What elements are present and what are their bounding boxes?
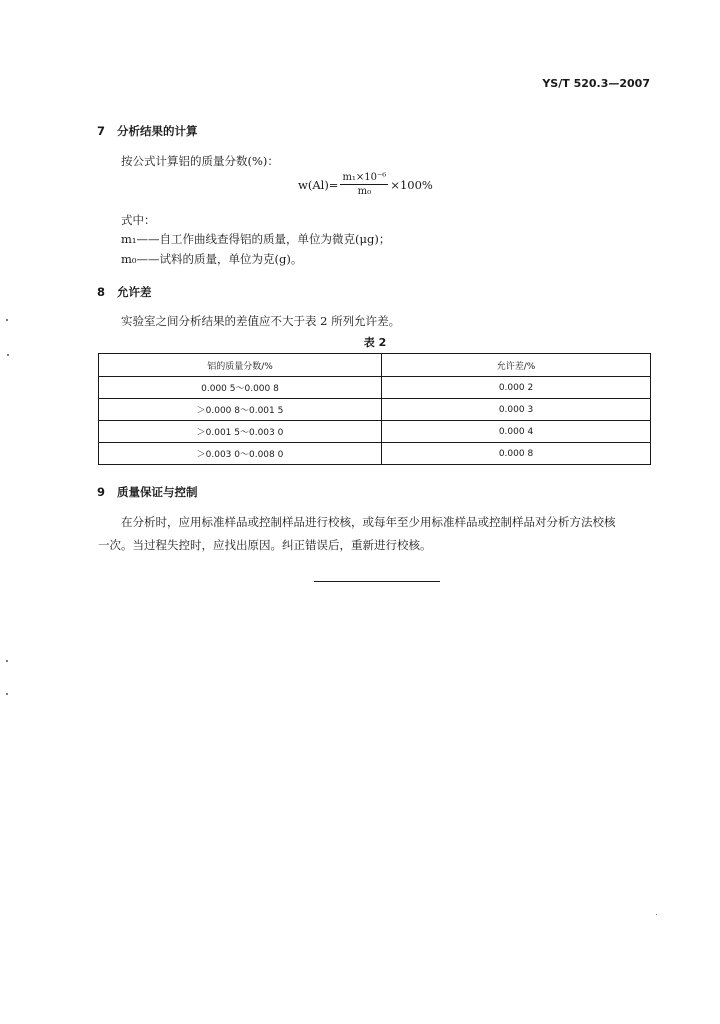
section-7-title: 分析结果的计算 <box>117 124 198 138</box>
section-7-intro: 按公式计算铝的质量分数(%)： <box>121 154 279 168</box>
table-header-mass-fraction: 铝的质量分数/% <box>99 354 382 377</box>
standard-number: YS/T 520.3—2007 <box>542 77 650 90</box>
formula-rhs: ×100% <box>390 177 433 192</box>
table-cell-tolerance: 0.000 2 <box>382 377 651 399</box>
table-cell-range: ＞0.001 5～0.003 0 <box>99 421 382 443</box>
table-row <box>99 443 651 465</box>
table-row <box>99 377 651 399</box>
section-9-number: 9 <box>97 485 106 499</box>
table-header-row <box>99 354 651 377</box>
where-label: 式中： <box>121 213 156 227</box>
section-8-title: 允许差 <box>117 285 152 299</box>
formula-lhs: w(Al)= <box>298 177 339 192</box>
section-7-number: 7 <box>97 124 106 138</box>
scan-speck <box>656 914 657 915</box>
formula-fraction <box>340 172 388 197</box>
scan-speck <box>7 354 9 356</box>
scan-speck <box>6 693 8 695</box>
section-9-heading <box>97 484 198 500</box>
section-8-number: 8 <box>97 285 106 299</box>
table-header-tolerance: 允许差/% <box>382 354 651 377</box>
variable-m1-definition: m₁——自工作曲线查得铝的质量，单位为微克(μg)； <box>121 232 391 246</box>
section-9-title: 质量保证与控制 <box>117 485 198 499</box>
table-row <box>99 421 651 443</box>
formula-numerator: m₁×10⁻⁶ <box>342 172 387 183</box>
tolerance-table <box>98 353 651 465</box>
table-cell-tolerance: 0.000 4 <box>382 421 651 443</box>
table-cell-range: ＞0.003 0～0.008 0 <box>99 443 382 465</box>
section-9-text-line-1: 在分析时，应用标准样品或控制样品进行校核，或每年至少用标准样品或控制样品对分析方法校核 <box>121 515 616 529</box>
table-cell-tolerance: 0.000 8 <box>382 443 651 465</box>
section-8-heading <box>97 284 152 300</box>
scan-speck <box>6 319 8 321</box>
section-9-text-line-2: 一次。当过程失控时，应找出原因。纠正错误后，重新进行校核。 <box>98 538 432 552</box>
variable-m0-definition: m₀——试料的质量，单位为克(g)。 <box>121 252 303 266</box>
aluminium-formula <box>298 172 433 197</box>
formula-denominator: m₀ <box>357 186 372 197</box>
section-7-heading <box>97 123 198 139</box>
end-of-text-rule <box>314 581 440 582</box>
section-8-text: 实验室之间分析结果的差值应不大于表 2 所列允许差。 <box>121 314 401 328</box>
table-cell-range: ＞0.000 8～0.001 5 <box>99 399 382 421</box>
table-row <box>99 399 651 421</box>
table-cell-range: 0.000 5～0.000 8 <box>99 377 382 399</box>
table-cell-tolerance: 0.000 3 <box>382 399 651 421</box>
table-2-caption: 表 2 <box>363 336 387 349</box>
scan-speck <box>6 660 8 662</box>
